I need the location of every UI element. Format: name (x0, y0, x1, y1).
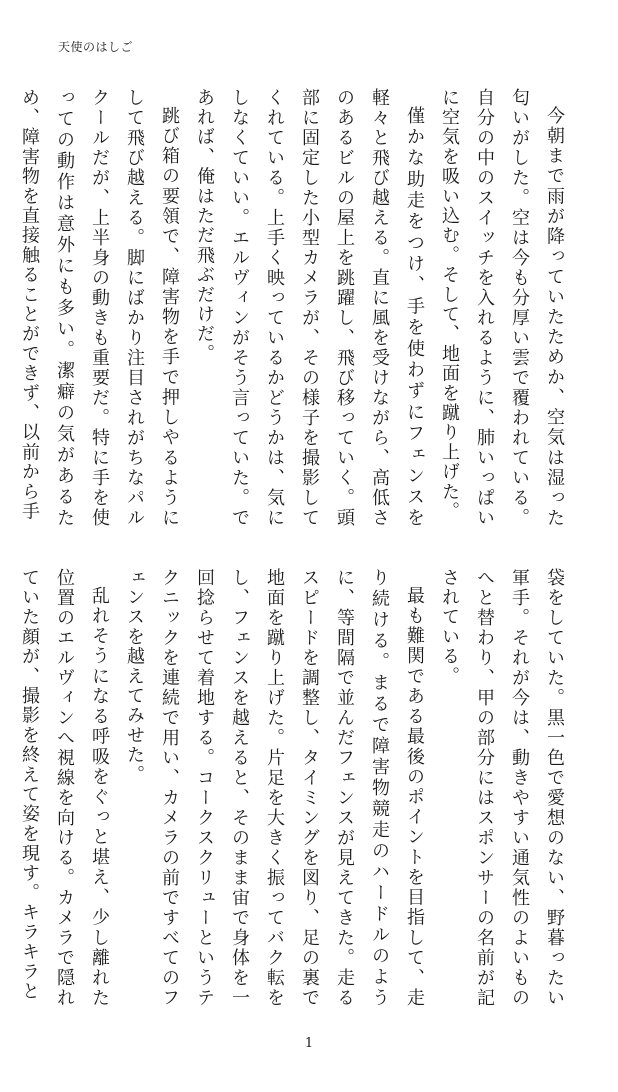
bottom-text-block (19, 568, 572, 1008)
paragraph: 今朝まで雨が降っていたためか、空気は湿った匂いがした。空は今も分厚い雲で覆われている。自分の中のスイッチを入れるように、肺いっぱいに空気を吸い込む。そして、地面を蹴り上げた。 (439, 88, 565, 528)
top-text-block (19, 88, 572, 528)
paragraph: 最も難関である最後のポイントを目指して、走り続ける。まるで障害物競走のハードルのように、等間隔で並んだフェンスが見えてきた。走るスピードを調整し、タイミングを図り、足の裏で地面を蹴り上げた。片足を大きく振ってバク転をし、フェンスを越えると、そのまま宙で身体を一回捻らせて着地する。コークスクリューというテクニックを連続で用い、カメラの前ですべてのフェンスを越えてみせた。 (124, 568, 425, 1008)
paragraph: 僅かな助走をつけ、手を使わずにフェンスを軽々と飛び越える。直に風を受けながら、高低さのあるビルの屋上を跳躍し、飛び移っていく。頭部に固定した小型カメラが、その様子を撮影してくれている。上手く映っているかどうかは、気にしなくていい。エルヴィンがそう言っていた。であれば、俺はただ飛ぶだけだ。 (194, 88, 425, 528)
paragraph: 乱れそうになる呼吸をぐっと堪え、少し離れた位置のエルヴィンへ視線を向ける。カメラで隠れていた顔が、撮影を終えて姿を現す。キラキラと (19, 568, 110, 1008)
paragraph-continuation: 袋をしていた。黒一色で愛想のない、野暮ったい軍手。それが今は、動きやすい通気性のよいものへと替わり、甲の部分にはスポンサーの名前が記されている。 (439, 568, 565, 1008)
running-header: 天使のはしご (58, 40, 134, 54)
paragraph: 跳び箱の要領で、障害物を手で押しやるようにして飛び越える。脚にばかり注目されがちなパルクールだが、上半身の動きも重要だ。特に手を使っての動作は意外にも多い。潔癖の気があるため、障害物を直接触ることができず、以前から手 (19, 88, 180, 528)
page-number: 1 (304, 1036, 314, 1051)
